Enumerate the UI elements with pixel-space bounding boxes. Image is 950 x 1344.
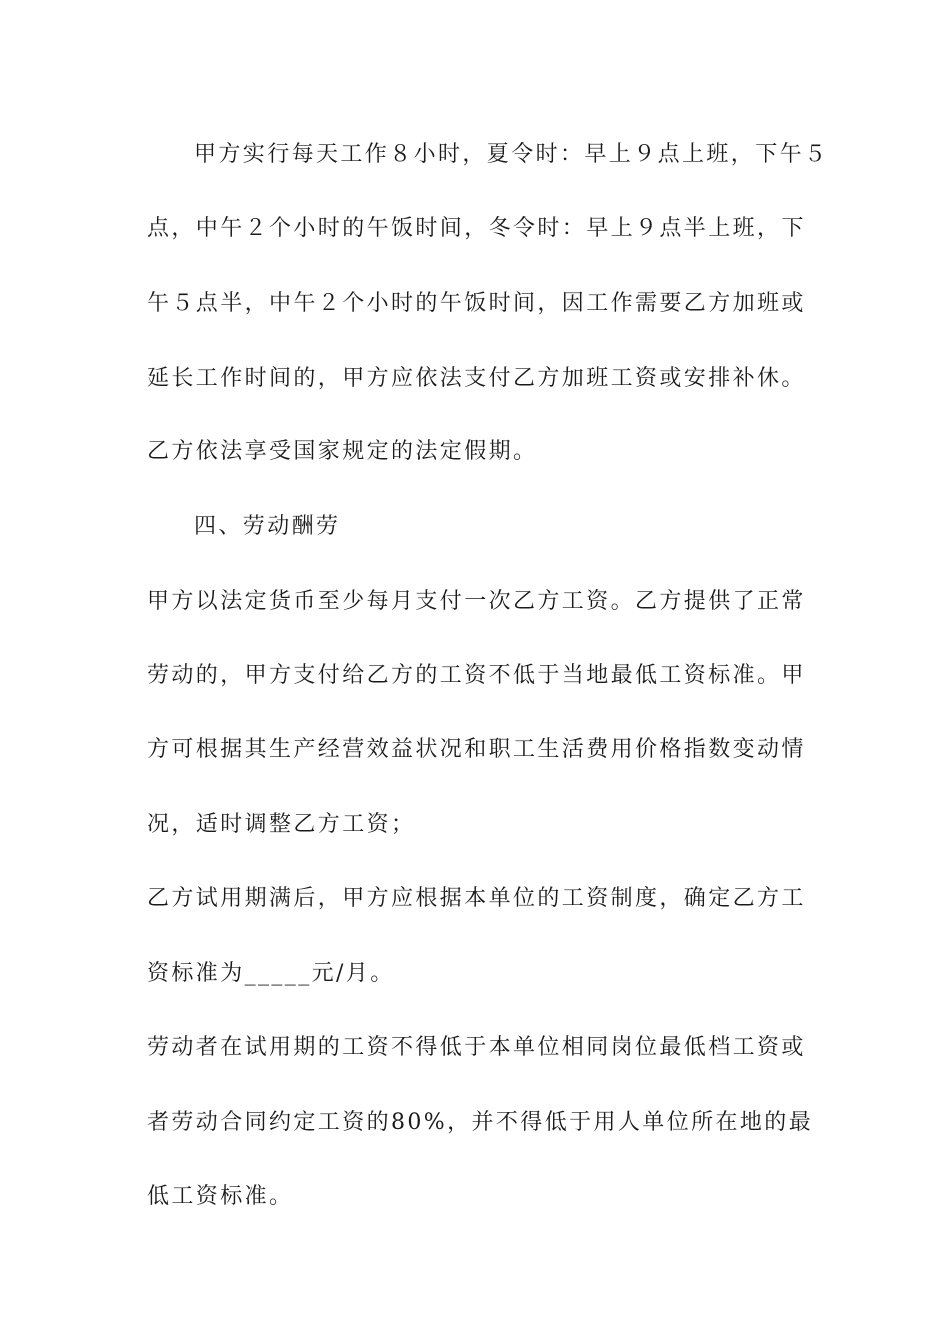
paragraph-payment-line-3: 方可根据其生产经营效益状况和职工生活费用价格指数变动情: [147, 737, 806, 762]
paragraph-payment-line-4: 况，适时调整乙方工资；: [147, 812, 416, 837]
paragraph-work-hours-line-3: 午５点半，中午２个小时的午饭时间，因工作需要乙方加班或: [147, 291, 806, 316]
section-heading-remuneration: 四、劳动酬劳: [194, 514, 341, 539]
paragraph-minimum-wage-line-2: 者劳动合同约定工资的80%，并不得低于用人单位所在地的最: [147, 1110, 814, 1135]
paragraph-holidays: 乙方依法享受国家规定的法定假期。: [147, 439, 538, 464]
paragraph-work-hours-line-2: 点，中午２个小时的午饭时间，冬令时：早上９点半上班，下: [147, 216, 806, 241]
paragraph-work-hours-line-4: 延长工作时间的，甲方应依法支付乙方加班工资或安排补休。: [147, 366, 806, 391]
paragraph-probation-salary-line-1: 乙方试用期满后，甲方应根据本单位的工资制度，确定乙方工: [147, 886, 806, 911]
paragraph-work-hours-line-1: 甲方实行每天工作８小时，夏令时：早上９点上班，下午５: [194, 142, 829, 167]
paragraph-payment-line-2: 劳动的，甲方支付给乙方的工资不低于当地最低工资标准。甲: [147, 663, 806, 688]
paragraph-minimum-wage-line-1: 劳动者在试用期的工资不得低于本单位相同岗位最低档工资或: [147, 1035, 806, 1060]
paragraph-payment-line-1: 甲方以法定货币至少每月支付一次乙方工资。乙方提供了正常: [147, 589, 806, 614]
paragraph-probation-salary-line-2: 资标准为_____元/月。: [147, 961, 395, 986]
paragraph-minimum-wage-line-3: 低工资标准。: [147, 1184, 294, 1209]
